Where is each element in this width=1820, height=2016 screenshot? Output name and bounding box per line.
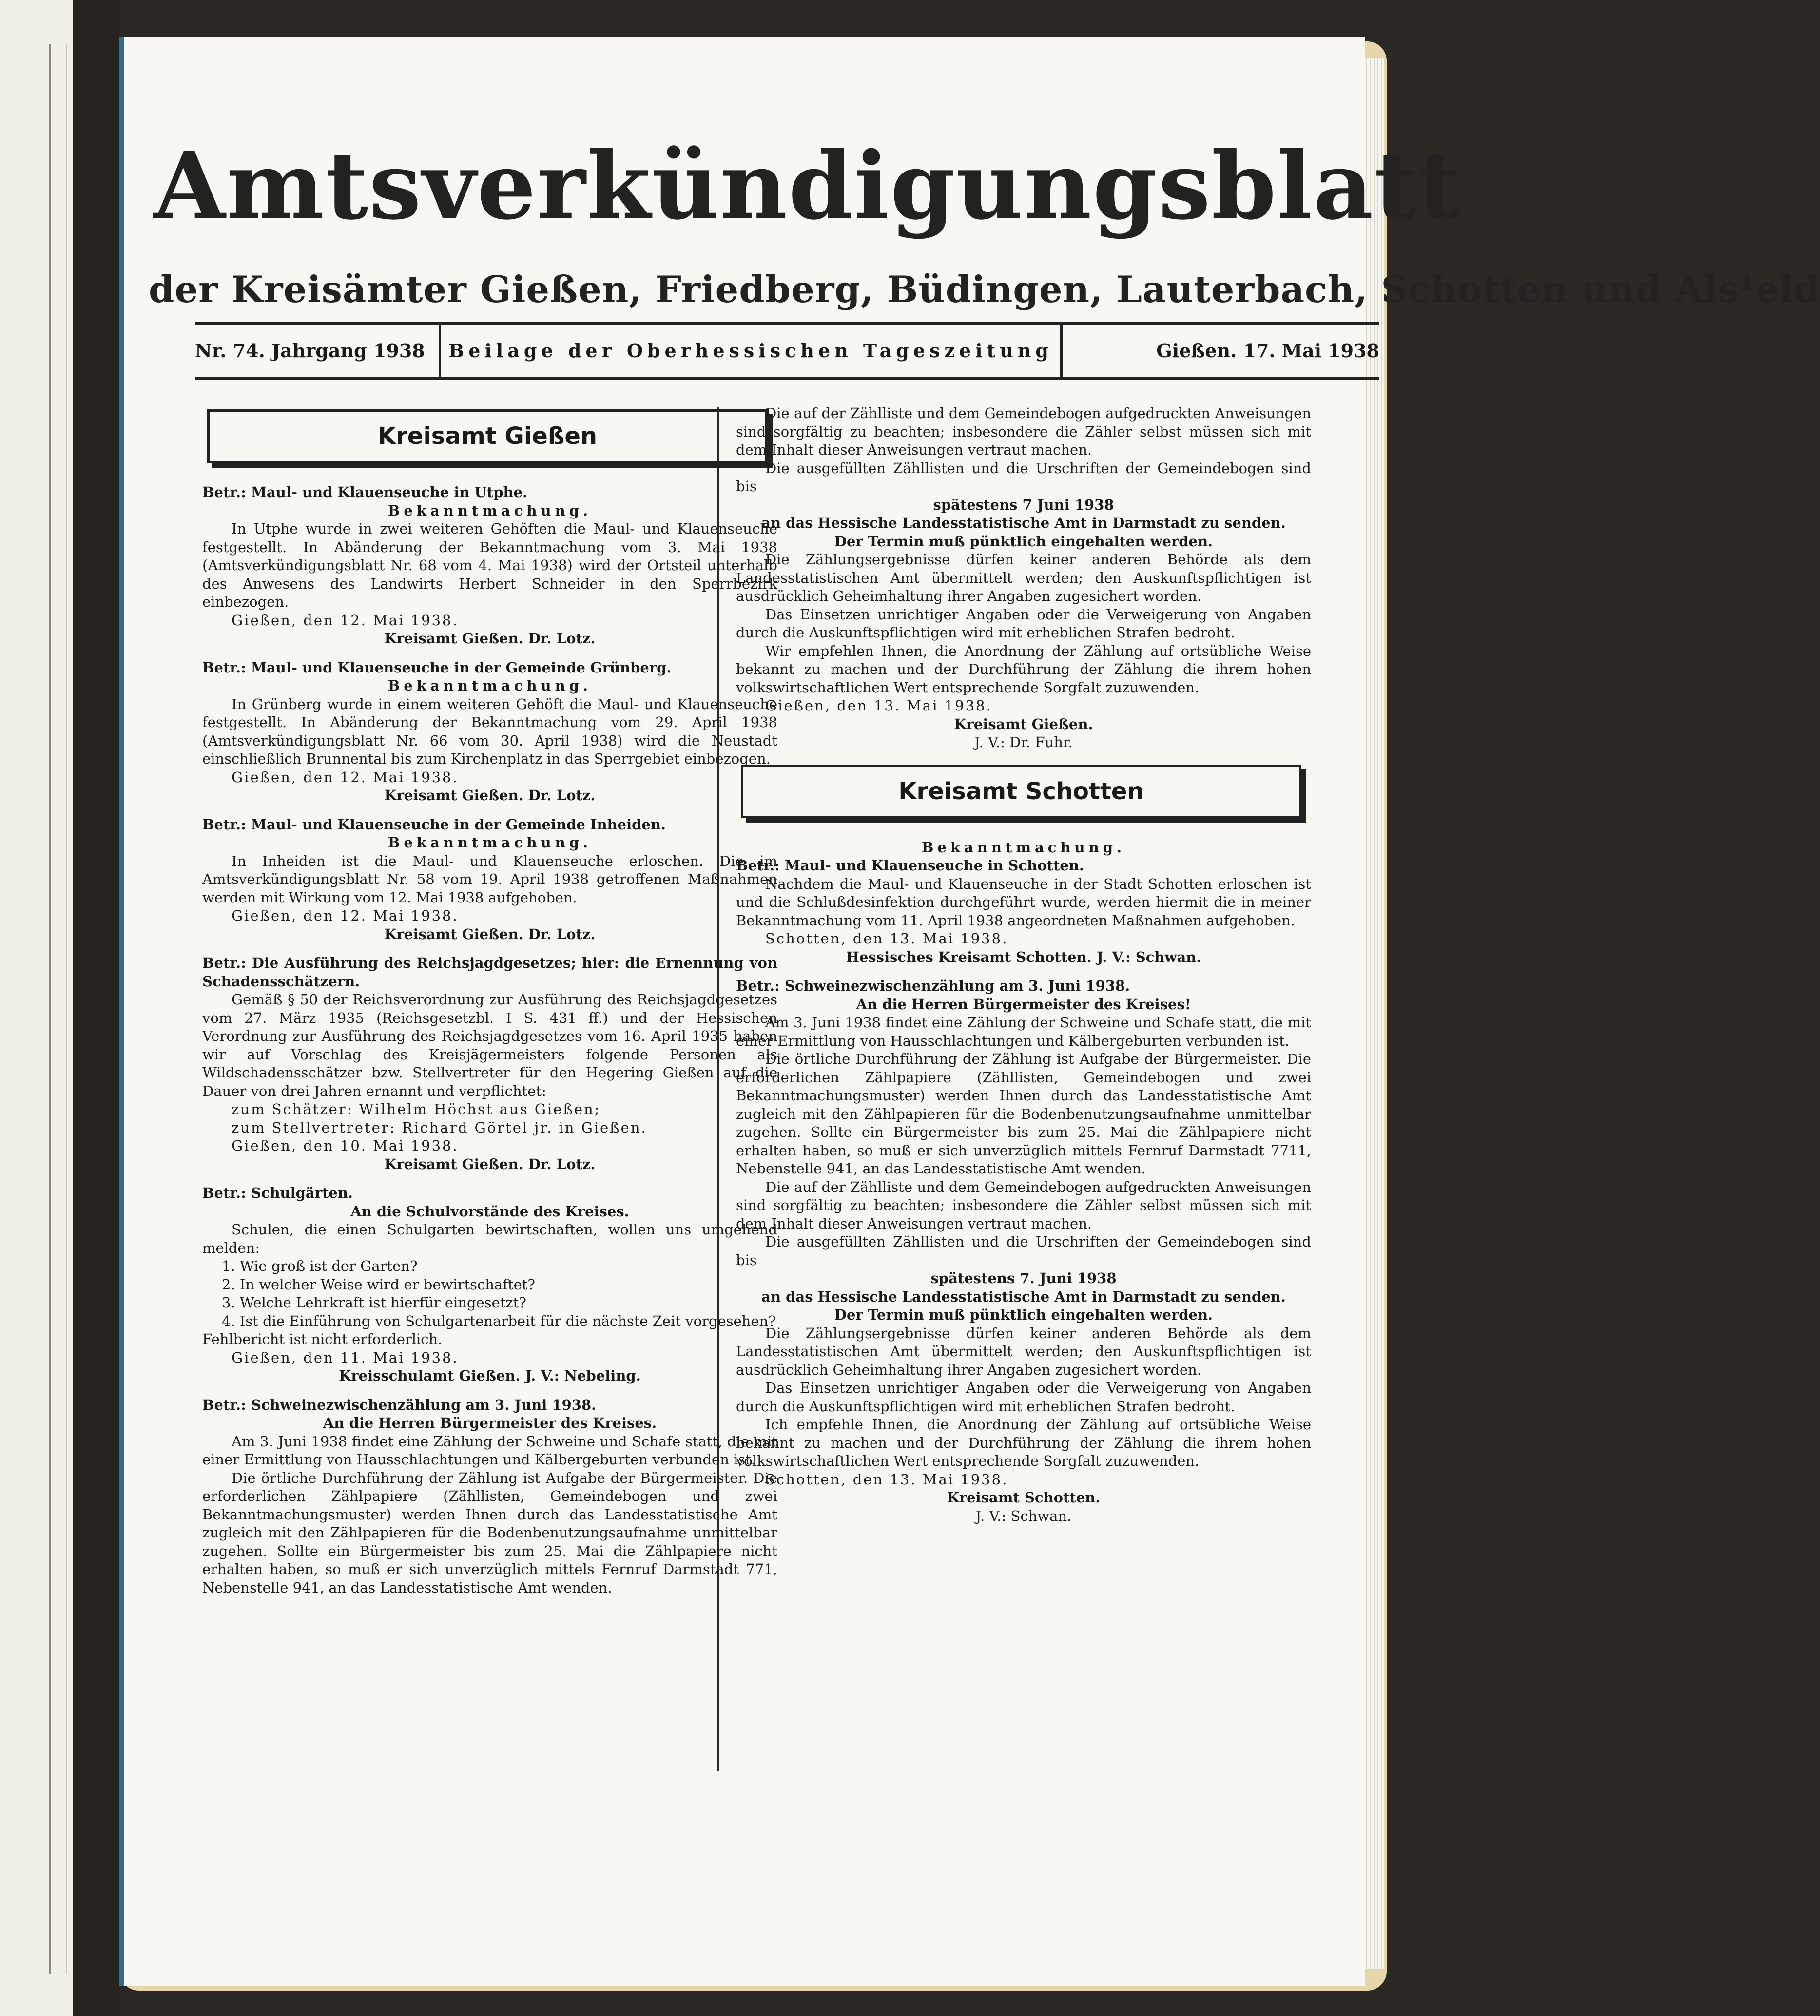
notice-body: In Inheiden ist die Maul- und Klauenseuche erloschen. Die im Amtsverkündigungsblatt Nr. 58 vom 19. April 1938 getroffenen Maßnahmen werden mit Wirkung vom 12. Mai 1938 aufgehoben.	[202, 852, 777, 906]
notice-date: Gießen, den 12. Mai 1938.	[232, 768, 459, 786]
appointee-line: zum Schätzer: Wilhelm Höchst aus Gießen;	[232, 1101, 601, 1117]
supplement-note: Beilage der Oberhessischen Tageszeitung	[439, 325, 1063, 377]
notice-signature: Kreisamt Gießen. Dr. Lotz.	[384, 630, 596, 647]
notice-subject: Betr.: Maul- und Klauenseuche in Utphe.	[202, 484, 528, 500]
notice-signature: Kreisamt Gießen. Dr. Lotz.	[384, 925, 596, 942]
notice-body: Ich empfehle Ihnen, die Anordnung der Zählung auf ortsübliche Weise bekannt zu machen und der Durchführung der Zählung die ihrem hohen volkswirtschaftlichen Wert entsprechende Sorgfalt zuzuwenden.	[736, 1416, 1311, 1469]
list-item: 3. Welche Lehrkraft ist hierfür eingesetzt?	[222, 1294, 526, 1311]
list-item: 1. Wie groß ist der Garten?	[222, 1258, 418, 1274]
right-column	[736, 404, 1311, 1525]
notice-date: Gießen, den 10. Mai 1938.	[232, 1137, 459, 1154]
notice-subject: Betr.: Maul- und Klauenseuche in der Gemeinde Grünberg.	[202, 659, 672, 676]
notice-date: Schotten, den 13. Mai 1938.	[765, 1471, 1008, 1488]
notice-heading: Bekanntmachung.	[387, 834, 592, 851]
notice-heading: An die Herren Bürgermeister des Kreises.	[323, 1415, 657, 1431]
binding-edge	[49, 44, 67, 1974]
deadline-note: Der Termin muß pünktlich eingehalten werden.	[834, 533, 1213, 550]
section-header-schotten: Kreisamt Schotten	[741, 765, 1301, 818]
notice-body: Die örtliche Durchführung der Zählung ist Aufgabe der Bürgermeister. Die erforderlichen Zählpapiere (Zähllisten, Gemeindebogen und zwei Bekanntmachungsmuster) werden Ihnen durch das Landesstatistische Amt zugleich mit den Zählpapieren für die Bodenbenutzungsaufnahme unmittelbar zugehen. Sollte ein Bürgermeister bis zum 25. Mai die Zählpapiere nicht erhalten haben, so muß er sich unverzüglich mittels Fernruf Darmstadt 771, Nebenstelle 941, an das Landesstatistische Amt wenden.	[202, 1469, 777, 1596]
notice-body: Am 3. Juni 1938 findet eine Zählung der Schweine und Schafe statt, die mit einer Ermittlung von Hausschlachtungen und Kälbergeburten verbunden ist.	[202, 1433, 777, 1468]
notice-body: In Grünberg wurde in einem weiteren Gehöft die Maul- und Klauenseuche festgestellt. In Abänderung der Bekanntmachung vom 29. April 1938 (Amtsverkündigungsblatt Nr. 66 vom 30. April 1938) wird die Neustadt einschließlich Brunnental bis zum Kirchenplatz in das Sperrgebiet einbezogen.	[202, 695, 777, 767]
appointee-line: zum Stellvertreter: Richard Görtel jr. in Gießen.	[232, 1119, 647, 1136]
section-header-giessen: Kreisamt Gießen	[207, 409, 768, 463]
notice-body: Das Einsetzen unrichtiger Angaben oder die Verweigerung von Angaben durch die Auskunftspflichtigen wird mit erheblichen Strafen bedroht.	[736, 1380, 1311, 1415]
deadline-note: Der Termin muß pünktlich eingehalten werden.	[834, 1306, 1213, 1323]
notice-subject: Betr.: Die Ausführung des Reichsjagdgesetzes; hier: die Ernennung von Schadensschätzern.	[202, 955, 777, 990]
newspaper-page	[119, 37, 1820, 1986]
masthead-title: Amtsverkündigungsblatt	[154, 132, 1462, 240]
notice-date: Gießen, den 12. Mai 1938.	[232, 907, 459, 924]
notice-subject: Betr.: Schweinezwischenzählung am 3. Juni 1938.	[736, 978, 1130, 994]
notice-body: Am 3. Juni 1938 findet eine Zählung der Schweine und Schafe statt, die mit einer Ermittlung von Hausschlachtungen und Kälbergeburten verbunden ist.	[736, 1014, 1311, 1049]
notice-body: Nachdem die Maul- und Klauenseuche in der Stadt Schotten erloschen ist und die Schlußdesinfektion durchgeführt wurde, werden hiermit die in meiner Bekanntmachung vom 11. April 1938 angeordneten Maßnahmen aufgehoben.	[736, 875, 1311, 929]
notice-signature: Hessisches Kreisamt Schotten. J. V.: Schwan.	[846, 948, 1201, 965]
notice-body: Die Zählungsergebnisse dürfen keiner anderen Behörde als dem Landesstatistischen Amt übermittelt werden; den Auskunftspflichtigen ist ausdrücklich Geheimhaltung ihrer Angaben zugesichert worden.	[736, 551, 1311, 604]
deadline-recipient: an das Hessische Landesstatistische Amt in Darmstadt zu senden.	[761, 515, 1286, 531]
notice-body: Die örtliche Durchführung der Zählung ist Aufgabe der Bürgermeister. Die erforderlichen Zählpapiere (Zähllisten, Gemeindebogen und zwei Bekanntmachungsmuster) werden Ihnen durch das Landesstatistische Amt zugleich mit den Zählpapieren für die Bodenbenutzungsaufnahme unmittelbar zugehen. Sollte ein Bürgermeister bis zum 25. Mai die Zählpapiere nicht erhalten haben, so muß er sich unverzüglich mittels Fernruf Darmstadt 7711, Nebenstelle 941, an das Landesstatistische Amt wenden.	[736, 1051, 1311, 1177]
notice-heading: Bekanntmachung.	[921, 839, 1126, 856]
notice-body: Wir empfehlen Ihnen, die Anordnung der Zählung auf ortsübliche Weise bekannt zu machen und der Durchführung der Zählung die ihrem hohen volkswirtschaftlichen Wert entsprechende Sorgfalt zuzuwenden.	[736, 642, 1311, 696]
notice-signature: Kreisschulamt Gießen. J. V.: Nebeling.	[339, 1367, 641, 1384]
notice-subject: Betr.: Schweinezwischenzählung am 3. Juni 1938.	[202, 1396, 597, 1413]
notice-signature: Kreisamt Schotten.	[947, 1489, 1101, 1506]
notice-body: Schulen, die einen Schulgarten bewirtschaften, wollen uns umgehend melden:	[202, 1221, 777, 1256]
notice-subject: Betr.: Maul- und Klauenseuche in der Gemeinde Inheiden.	[202, 816, 666, 833]
notice-body: Die ausgefüllten Zähllisten und die Urschriften der Gemeindebogen sind bis	[736, 1233, 1311, 1268]
notice-body: Die auf der Zählliste und dem Gemeindebogen aufgedruckten Anweisungen sind sorgfältig zu beachten; insbesondere die Zähler selbst müssen sich mit dem Inhalt dieser Anweisungen vertraut machen.	[736, 405, 1311, 458]
list-item: 2. In welcher Weise wird er bewirtschaftet?	[222, 1276, 535, 1293]
notice-body: Das Einsetzen unrichtiger Angaben oder die Verweigerung von Angaben durch die Auskunftspflichtigen wird mit erheblichen Strafen bedroht.	[736, 606, 1311, 641]
notice-body: Die auf der Zählliste und dem Gemeindebogen aufgedruckten Anweisungen sind sorgfältig zu beachten; insbesondere die Zähler selbst müssen sich mit dem Inhalt dieser Anweisungen vertraut machen.	[736, 1178, 1311, 1232]
notice-body: In Utphe wurde in zwei weiteren Gehöften die Maul- und Klauenseuche festgestellt. In Abänderung der Bekanntmachung vom 3. Mai 1938 (Amtsverkündigungsblatt Nr. 68 vom 4. Mai 1938) wird der Ortsteil unterhalb des Anwesens des Landwirts Herbert Schneider in den Sperrbezirk einbezogen.	[202, 520, 777, 610]
masthead-subtitle: der Kreisämter Gießen, Friedberg, Büdingen, Lauterbach, Schotten und Als¹eld	[149, 268, 1820, 311]
notice-heading: Bekanntmachung.	[387, 502, 592, 519]
spacer	[736, 752, 1311, 760]
notice-signature: Kreisamt Gießen. Dr. Lotz.	[384, 1155, 596, 1172]
list-item: 4. Ist die Einführung von Schulgartenarbeit für die nächste Zeit vorgesehen?	[222, 1312, 776, 1329]
deadline: spätestens 7 Juni 1938	[933, 496, 1114, 513]
notice-signature: Kreisamt Gießen.	[954, 715, 1093, 732]
notice-date: Gießen, den 13. Mai 1938.	[765, 697, 992, 714]
notice-subject: Betr.: Schulgärten.	[202, 1185, 353, 1201]
notice-subject: Betr.: Maul- und Klauenseuche in Schotten.	[736, 857, 1084, 874]
deadline: spätestens 7. Juni 1938	[930, 1270, 1117, 1286]
notice-heading: An die Herren Bürgermeister des Kreises!	[856, 996, 1191, 1013]
notice-heading: An die Schulvorstände des Kreises.	[350, 1203, 629, 1220]
notice-date: Gießen, den 11. Mai 1938.	[232, 1349, 459, 1366]
notice-body: Gemäß § 50 der Reichsverordnung zur Ausführung des Reichsjagdgesetzes vom 27. März 1935 (Reichsgesetzbl. I S. 431 ff.) und der Hessischen Verordnung zur Ausführung des Reichsjagdgesetzes vom 16. April 1935 haben wir auf Vorschlag des Kreisjägermeisters folgende Personen als Wildschadensschätzer bzw. Stellvertreter für den Hegering Gießen auf die Dauer von drei Jahren ernannt und verpflichtet:	[202, 991, 777, 1099]
notice-date: Gießen, den 12. Mai 1938.	[232, 612, 459, 629]
issue-info-bar	[195, 322, 1379, 380]
notice-signature-deputy: J. V.: Dr. Fuhr.	[974, 734, 1073, 750]
notice-date: Schotten, den 13. Mai 1938.	[765, 930, 1008, 947]
notice-body: Die Zählungsergebnisse dürfen keiner anderen Behörde als dem Landesstatistischen Amt übermittelt werden; den Auskunftspflichtigen ist ausdrücklich Geheimhaltung ihrer Angaben zugesichert worden.	[736, 1325, 1311, 1378]
question-list	[202, 1257, 777, 1330]
deadline-recipient: an das Hessische Landesstatistische Amt in Darmstadt zu senden.	[761, 1288, 1286, 1305]
issue-number: Nr. 74. Jahrgang 1938	[195, 340, 425, 362]
notice-signature: Kreisamt Gießen. Dr. Lotz.	[384, 787, 596, 804]
book-gutter	[73, 0, 119, 2016]
left-column	[202, 404, 777, 1597]
notice-heading: Bekanntmachung.	[387, 677, 592, 694]
notice-note: Fehlbericht ist nicht erforderlich.	[202, 1331, 443, 1347]
notice-body: Die ausgefüllten Zähllisten und die Urschriften der Gemeindebogen sind bis	[736, 460, 1311, 495]
notice-signature-deputy: J. V.: Schwan.	[975, 1507, 1072, 1524]
issue-place-date: Gießen. 17. Mai 1938	[1156, 340, 1379, 362]
